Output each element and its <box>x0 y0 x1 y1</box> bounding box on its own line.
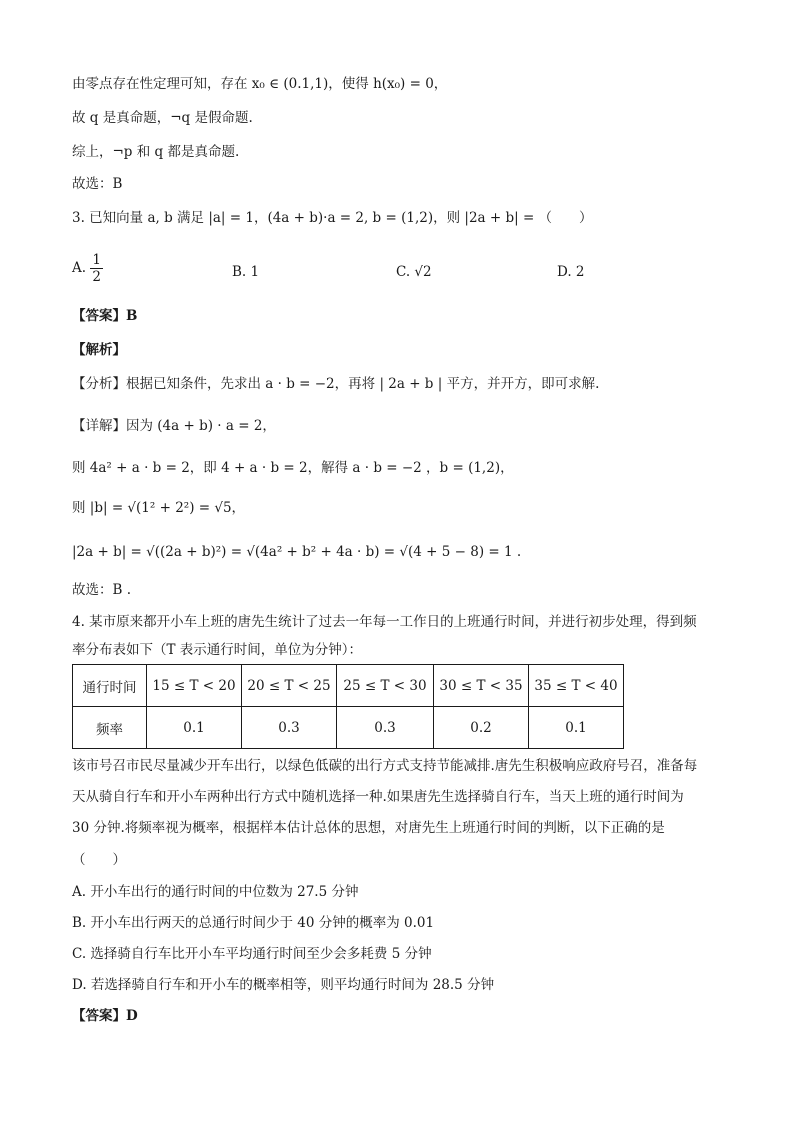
option-a: A. 开小车出行的通行时间的中位数为 27.5 分钟 <box>72 884 359 900</box>
table-row <box>73 707 624 749</box>
fraction-denominator: 2 <box>92 269 101 285</box>
paragraph-line-3: 30 分钟.将频率视为概率，根据样本估计总体的思想，对唐先生上班通行时间的判断，以下正确的是 <box>72 820 665 836</box>
solution-choose-b: 故选：B . <box>72 582 132 598</box>
table-cell: 0.1 <box>529 707 624 749</box>
solution-step-1: 则 4a² + a · b = 2，即 4 + a · b = 2，解得 a · b = −2 ，b = (1,2)， <box>72 460 514 476</box>
choice-d: D. 2 <box>557 264 585 280</box>
analysis-summary: 【分析】根据已知条件，先求出 a · b = −2，再将 | 2a + b | 平方，并开方，即可求解. <box>72 376 600 392</box>
choice-b: B. 1 <box>232 264 260 280</box>
table-row <box>73 665 624 707</box>
fraction-numerator: 1 <box>92 252 101 268</box>
analysis-heading: 【解析】 <box>72 342 126 358</box>
question-3: 3. 已知向量 a, b 满足 |a| = 1，(4a + b)·a = 2, b = (1,2)，则 |2a + b| = （ ） <box>72 210 593 226</box>
frequency-table <box>72 664 624 749</box>
fraction <box>90 252 103 285</box>
question-4-line-2: 率分布表如下（T 表示通行时间，单位为分钟）： <box>72 642 363 658</box>
option-b: B. 开小车出行两天的总通行时间少于 40 分钟的概率为 0.01 <box>72 915 435 931</box>
table-cell: 0.3 <box>337 707 434 749</box>
solution-step-3: |2a + b| = √((2a + b)²) = √(4a² + b² + 4a · b) = √(4 + 5 − 8) = 1 . <box>72 544 522 560</box>
table-cell: 0.1 <box>147 707 242 749</box>
choice-a <box>72 252 103 285</box>
table-header-cell: 35 ≤ T < 40 <box>529 665 624 707</box>
answer-4: 【答案】D <box>72 1008 138 1024</box>
answer-3: 【答案】B <box>72 308 138 324</box>
table-header-cell: 通行时间 <box>73 665 147 707</box>
table-header-cell: 25 ≤ T < 30 <box>337 665 434 707</box>
table-header-cell: 15 ≤ T < 20 <box>147 665 242 707</box>
detailed-solution: 【详解】因为 (4a + b) · a = 2， <box>72 418 276 434</box>
question-4-line-1: 4. 某市原来都开小车上班的唐先生统计了过去一年每一工作日的上班通行时间，并进行初步处理，得到频 <box>72 614 697 630</box>
table-cell: 0.2 <box>434 707 529 749</box>
choice-a-label: A. <box>72 260 87 276</box>
table-header-cell: 20 ≤ T < 25 <box>242 665 337 707</box>
table-cell: 频率 <box>73 707 147 749</box>
paragraph-line-1: 该市号召市民尽量减少开车出行，以绿色低碳的出行方式支持节能减排.唐先生积极响应政府号召，准备每 <box>72 758 698 774</box>
paragraph-line-2: 天从骑自行车和开小车两种出行方式中随机选择一种.如果唐先生选择骑自行车，当天上班的通行时间为 <box>72 789 684 805</box>
text-line-zero-theorem: 由零点存在性定理可知，存在 x₀ ∈ (0.1,1)，使得 h(x₀) = 0， <box>72 76 448 92</box>
text-line-q-true: 故 q 是真命题，¬q 是假命题. <box>72 110 253 126</box>
text-line-choose-b: 故选：B <box>72 176 123 192</box>
paragraph-line-4: （ ） <box>72 852 126 868</box>
solution-step-2: 则 |b| = √(1² + 2²) = √5， <box>72 500 246 516</box>
option-d: D. 若选择骑自行车和开小车的概率相等，则平均通行时间为 28.5 分钟 <box>72 977 495 993</box>
option-c: C. 选择骑自行车比开小车平均通行时间至少会多耗费 5 分钟 <box>72 946 432 962</box>
choice-c: C. √2 <box>396 264 432 280</box>
table-cell: 0.3 <box>242 707 337 749</box>
table-header-cell: 30 ≤ T < 35 <box>434 665 529 707</box>
text-line-summary: 综上，¬p 和 q 都是真命题. <box>72 144 240 160</box>
